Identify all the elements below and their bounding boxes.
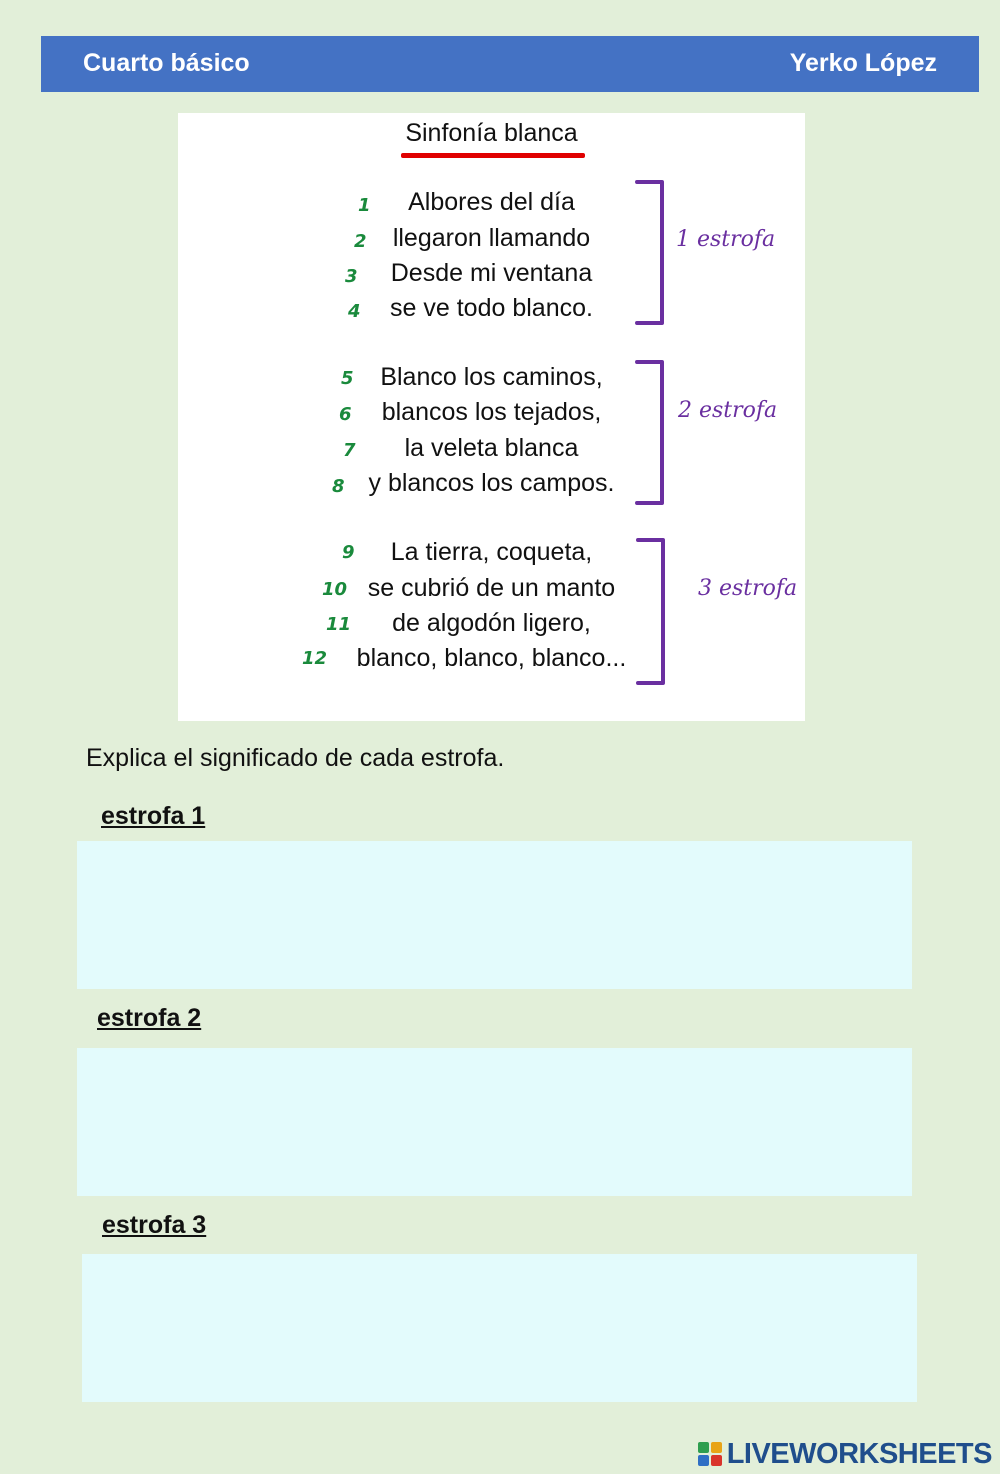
verse-line: Desde mi ventana [390, 259, 593, 287]
line-number: 2 [354, 231, 367, 252]
line-number: 9 [342, 542, 355, 563]
stanza-annotation: 3 estrofa [698, 576, 798, 601]
answer-label-1: estrofa 1 [101, 802, 206, 830]
title-underline [401, 153, 585, 158]
grade-label: Cuarto básico [83, 49, 250, 77]
instruction-text: Explica el significado de cada estrofa. [86, 744, 505, 772]
answer-input-3[interactable] [82, 1254, 917, 1402]
line-number: 6 [339, 404, 352, 425]
author-label: Yerko López [789, 49, 937, 77]
poem-title: Sinfonía blanca [405, 119, 578, 147]
brand-text: LIVEWORKSHEETS [726, 1437, 992, 1470]
verse-line: de algodón ligero, [392, 609, 591, 637]
stanza-annotation: 2 estrofa [678, 398, 778, 423]
stanza-bracket-icon [634, 537, 670, 687]
stanza-bracket-icon [633, 359, 669, 507]
stanza-bracket-icon [633, 179, 669, 327]
verse-line: Blanco los caminos, [380, 363, 603, 391]
line-number: 5 [341, 368, 354, 389]
verse-line: y blancos los campos. [368, 469, 615, 497]
line-number: 12 [302, 648, 328, 669]
verse-line: se cubrió de un manto [367, 574, 616, 602]
page-header [41, 36, 979, 92]
verse-line: se ve todo blanco. [390, 294, 593, 322]
answer-label-2: estrofa 2 [97, 1004, 202, 1032]
answer-input-2[interactable] [77, 1048, 912, 1196]
liveworksheets-logo-icon [697, 1441, 723, 1467]
line-number: 4 [348, 301, 361, 322]
line-number: 7 [343, 440, 356, 461]
verse-line: blancos los tejados, [381, 398, 602, 426]
verse-line: blanco, blanco, blanco... [356, 644, 627, 672]
poem-image [178, 113, 805, 721]
line-number: 8 [332, 476, 345, 497]
verse-line: llegaron llamando [392, 224, 591, 252]
verse-line: La tierra, coqueta, [390, 538, 593, 566]
stanza-annotation: 1 estrofa [676, 227, 776, 252]
verse-line: la veleta blanca [404, 434, 579, 462]
verse-line: Albores del día [408, 188, 575, 216]
line-number: 1 [358, 195, 371, 216]
line-number: 3 [345, 266, 358, 287]
line-number: 10 [322, 579, 348, 600]
answer-input-1[interactable] [77, 841, 912, 989]
answer-label-3: estrofa 3 [102, 1211, 207, 1239]
line-number: 11 [326, 614, 352, 635]
liveworksheets-brand[interactable] [697, 1437, 992, 1471]
